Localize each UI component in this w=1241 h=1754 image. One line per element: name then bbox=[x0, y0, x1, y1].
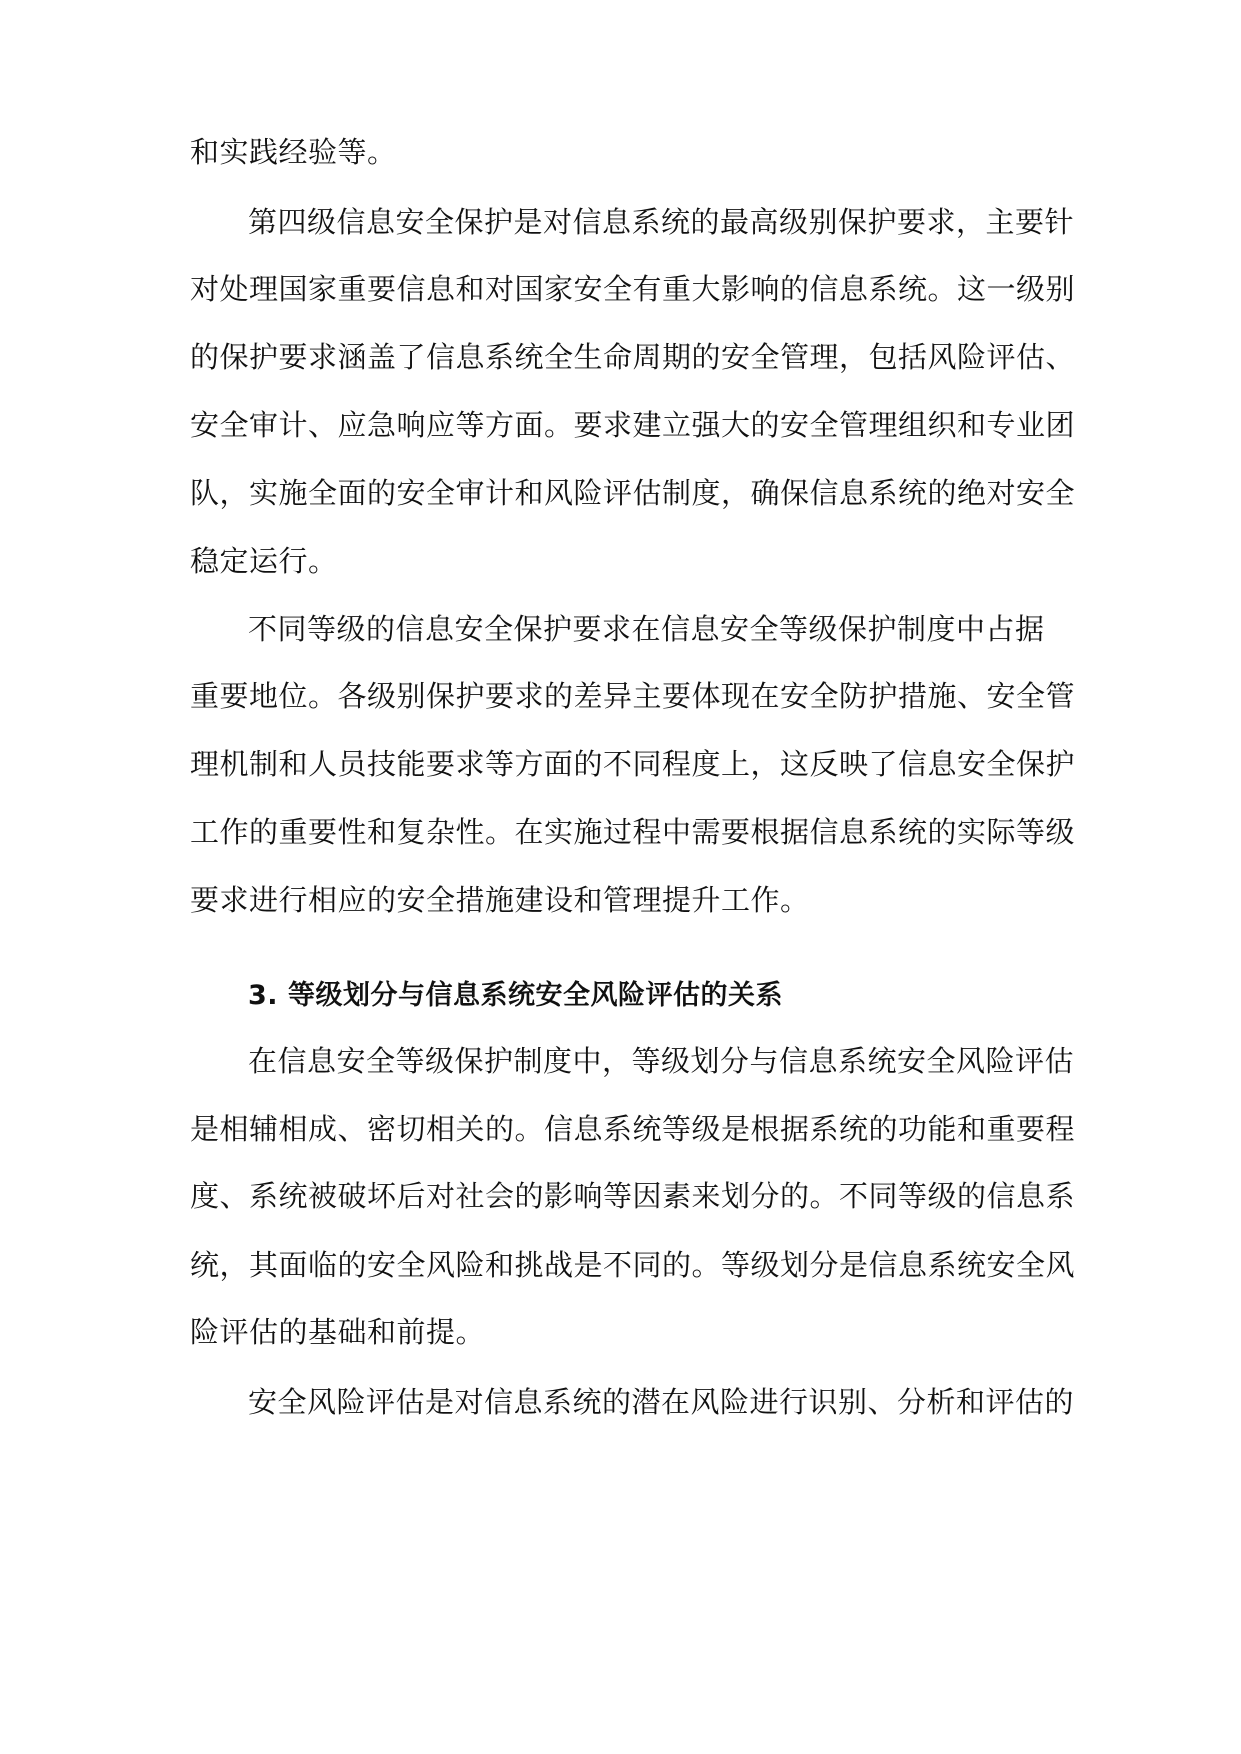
paragraph-line: 不同等级的信息安全保护要求在信息安全等级保护制度中占据 bbox=[248, 612, 1045, 646]
paragraph-line: 稳定运行。 bbox=[190, 544, 338, 578]
paragraph-line: 重要地位。各级别保护要求的差异主要体现在安全防护措施、安全管 bbox=[190, 679, 1076, 713]
paragraph-line: 对处理国家重要信息和对国家安全有重大影响的信息系统。这一级别 bbox=[190, 272, 1076, 306]
paragraph-line: 第四级信息安全保护是对信息系统的最高级别保护要求，主要针 bbox=[248, 205, 1075, 239]
section-heading: 3. 等级划分与信息系统安全风险评估的关系 bbox=[248, 980, 783, 1011]
paragraph-line: 的保护要求涵盖了信息系统全生命周期的安全管理，包括风险评估、 bbox=[190, 340, 1076, 374]
paragraph-line: 要求进行相应的安全措施建设和管理提升工作。 bbox=[190, 883, 810, 917]
paragraph-line: 工作的重要性和复杂性。在实施过程中需要根据信息系统的实际等级 bbox=[190, 815, 1076, 849]
paragraph-line: 和实践经验等。 bbox=[190, 135, 397, 169]
paragraph-line: 度、系统被破坏后对社会的影响等因素来划分的。不同等级的信息系 bbox=[190, 1179, 1076, 1213]
paragraph-line: 统，其面临的安全风险和挑战是不同的。等级划分是信息系统安全风 bbox=[190, 1248, 1076, 1282]
paragraph-line: 安全风险评估是对信息系统的潜在风险进行识别、分析和评估的 bbox=[248, 1385, 1075, 1419]
paragraph-line: 队，实施全面的安全审计和风险评估制度，确保信息系统的绝对安全 bbox=[190, 476, 1076, 510]
paragraph-line: 是相辅相成、密切相关的。信息系统等级是根据系统的功能和重要程 bbox=[190, 1112, 1076, 1146]
paragraph-line: 理机制和人员技能要求等方面的不同程度上，这反映了信息安全保护 bbox=[190, 747, 1076, 781]
paragraph-line: 在信息安全等级保护制度中，等级划分与信息系统安全风险评估 bbox=[248, 1044, 1075, 1078]
paragraph-line: 险评估的基础和前提。 bbox=[190, 1315, 486, 1349]
paragraph-line: 安全审计、应急响应等方面。要求建立强大的安全管理组织和专业团 bbox=[190, 408, 1076, 442]
